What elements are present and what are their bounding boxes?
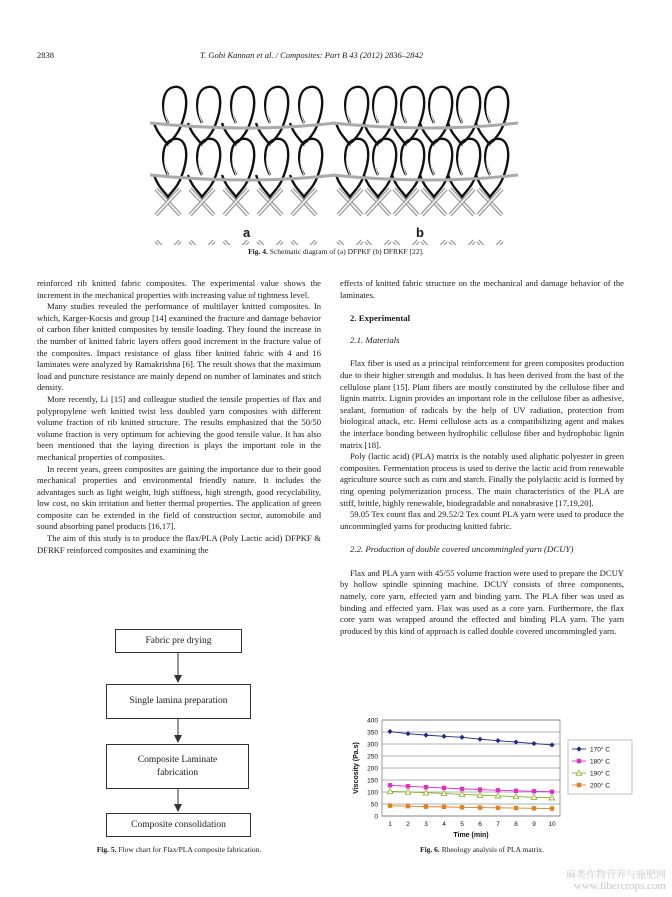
data-point [442,805,446,809]
data-point [460,787,464,791]
flow-step-laminate-fabrication: Composite Laminate fabrication [106,744,249,789]
y-tick-label: 300 [367,741,378,749]
left-paragraph-2: More recently, Li [15] and colleague studied the tensile properties of flax and polypropylene weft knitted twist less doubled yarn composites with different volume fraction of rib knitted structure. The results emphasized that the 50/50 volume fraction is very optimum for achieving the good tensile value. It has also been mentioned that the laying direction is plays the important role in the mechanical properties of composites. [37,393,321,462]
data-point [550,806,554,810]
legend-swatch-marker [577,783,581,787]
fig6-caption-text: Rheology analysis of PLA matrix. [441,845,544,854]
running-title: T. Gobi Kannan et al. / Composites: Part B 43 (2012) 2836–2842 [200,50,423,60]
y-tick-label: 350 [367,729,378,737]
y-tick-label: 50 [370,801,378,809]
data-point [478,787,482,791]
data-point [532,789,536,793]
data-point [406,784,410,788]
x-tick-label: 4 [442,821,446,828]
x-tick-label: 2 [406,821,410,828]
data-point [514,789,518,793]
fig6-viscosity-chart [340,712,640,842]
flow-step-fabric-pre-drying: Fabric pre drying [115,629,242,653]
legend-entry: 200° C [590,782,610,790]
data-point [496,788,500,792]
data-point [406,804,410,808]
fig6-caption [340,845,624,854]
x-tick-label: 5 [460,821,464,828]
section-heading-experimental: 2. Experimental [350,313,411,324]
data-point [424,804,428,808]
flow-step-consolidation: Composite consolidation [106,813,251,837]
x-tick-label: 3 [424,821,428,828]
x-tick-label: 1 [388,821,392,828]
right-paragraph-0: effects of knitted fabric structure on the mechanical and damage behavior of the laminates. [340,278,624,300]
fig4-label-a: a [243,225,251,240]
fig5-caption [37,845,321,854]
subsection-heading-dcuy: 2.2. Production of double covered uncommingled yarn (DCUY) [350,544,574,555]
y-axis-label: Viscosity (Pa.s) [353,742,360,794]
x-tick-label: 6 [478,821,482,828]
data-point [514,806,518,810]
left-paragraph-0: reinforced rib knitted fabric composites. The experimental value shows the increment in the mechanical properties with increasing value of tightness level. [37,278,321,300]
fig6-caption-label: Fig. 6. [420,845,440,854]
x-tick-label: 8 [514,821,518,828]
right-paragraph-1: Flax fiber is used as a principal reinforcement for green composites production due to their higher strength and modulus. It has been derived from the bast of the cellulose plant [15]. Plant fibers are mostly constituted by the cellulose fiber and lignin matrix. Lignin provides an important role in the cellulose fiber as adhesive, sealant, formation of radicals by the help of UV radiation, protection from biological attack, etc. Hemi cellulose acts as a compatibilizing agent and makes the interface bonding between hydrophilic cellulose fiber and hydrophobic lignin matrix [18]. [340,358,624,450]
legend-swatch-marker [577,759,581,763]
right-paragraph-2: Poly (lactic acid) (PLA) matrix is the notably used aliphatic polyester in green composites. Fermentation process is used to derive the lactic acid from renewable agriculture source such as corn and starch. Finally the polylactic acid is formed by ring opening polymerization process. The main characteristics of the PLA are stiff, brittle, highly renewable, biodegradable and nonabrasive [17,19,20]. [340,451,624,508]
page-number: 2838 [37,50,54,60]
data-point [388,783,392,787]
x-tick-label: 10 [548,821,556,828]
y-tick-label: 250 [367,753,378,761]
left-paragraph-4: The aim of this study is to produce the flax/PLA (Poly Lactic acid) DFPKF & DFRKF reinforced composites and examining the [37,533,321,555]
data-point [424,785,428,789]
x-tick-label: 9 [532,821,536,828]
right-paragraph-4: Flax and PLA yarn with 45/55 volume fraction were used to prepare the DCUY by hollow spindle spinning machine. DCUY consists of three components, namely, core yarn, effected yarn and binding yarn. The PLA fiber was used as binding and effected yarn. Flax was used as a core yarn. Furthermore, the flax core yarn was wrapped around the effected and binding PLA yarn. The yarn produced by this kind of approach is called double covered uncommingled yarn. [340,567,624,636]
data-point [442,786,446,790]
x-axis-label: Time (min) [453,832,489,839]
data-point [478,805,482,809]
data-point [550,790,554,794]
x-tick-label: 7 [496,821,500,828]
right-paragraph-3: 59.05 Tex count flax and 29.52/2 Tex count PLA yarn were used to produce the uncommingled yarns for producing knitted fabric. [340,509,624,531]
data-point [532,806,536,810]
fig5-caption-text: Flow chart for Flax/PLA composite fabrication. [118,845,262,854]
data-point [496,806,500,810]
subsection-heading-materials: 2.1. Materials [350,334,400,345]
y-tick-label: 0 [374,813,378,821]
left-paragraph-3: In recent years, green composites are gaining the importance due to their good mechanical properties and environmental friendly nature. It includes the advantages such as light weight, high stiffness, high strength, good recyclability, low cost, no skin irritation and better thermal properties. The application of green composite can be extended in the field of construction sector, automobile and sound absorbing panel products [16,17]. [37,463,321,532]
watermark-line1: 麻类作物营养与施肥网 [566,870,666,881]
fig5-caption-label: Fig. 5. [96,845,117,854]
fig4-caption-text: Schematic diagram of (a) DFPKF (b) DFRKF [22]. [269,247,424,256]
watermark-line2: www.fibercrops.com [573,880,666,892]
y-tick-label: 100 [367,789,378,797]
y-tick-label: 150 [367,777,378,785]
data-point [460,805,464,809]
y-tick-label: 400 [367,717,378,725]
legend-entry: 190° C [590,770,610,778]
chart-svg [340,712,640,842]
legend-entry: 180° C [590,758,610,766]
legend-entry: 170° C [590,746,610,754]
y-tick-label: 200 [367,765,378,773]
fig4-caption-label: Fig. 4. [248,247,268,256]
left-paragraph-1: Many studies revealed the performance of multilayer knitted composites. In which, Karger-Kocsis and group [14] examined the fracture and damage behavior of carbon fiber knitted composites by tensile loading. They found the increase in the number of knitted fabric layers offers good increment in the fracture value of the composites. Impact resistance of glass fiber knitted fabric with 4 and 16 laminates were analyzed by Ramakrishna [6]. The result shows that the maximum load and puncture resistance are mainly depend on number of laminates and stitch density. [37,301,321,393]
flow-step-single-lamina: Single lamina preparation [106,684,251,719]
fig4-label-b: b [416,225,424,240]
data-point [388,803,392,807]
